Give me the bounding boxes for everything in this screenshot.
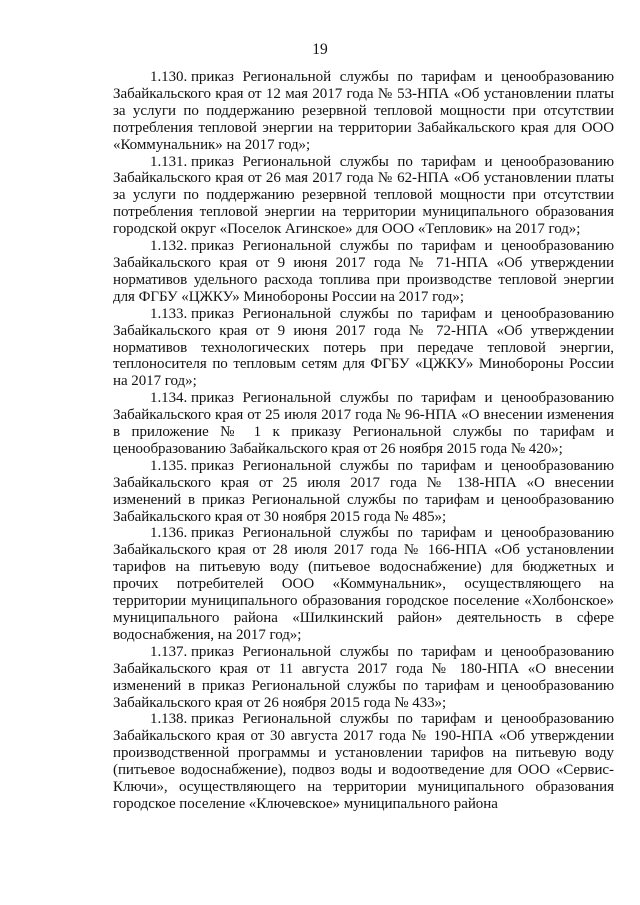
list-item <box>113 644 614 712</box>
item-text: приказ Региональной службы по тарифам и ценообразованию Забайкальского края от 26 мая 2017 года № 62-НПА «Об установлении платы за услуги по поддержанию резервной тепловой мощности при отсутствии потребления тепловой энергии на территории муниципального образования городской округ «Поселок Агинское» для ООО «Тепловик» на 2017 год»; <box>113 153 614 238</box>
item-number: 1.136. <box>150 525 188 542</box>
item-text: приказ Региональной службы по тарифам и ценообразованию Забайкальского края от 25 июля 2017 года № 138-НПА «О внесении изменений в приказ Региональной службы по тарифам и ценообразованию Забайкальского края от 30 ноября 2015 года № 485»; <box>113 457 614 525</box>
item-number: 1.132. <box>150 238 188 255</box>
list-item <box>113 390 614 458</box>
item-number: 1.131. <box>150 153 188 170</box>
page-number: 19 <box>312 41 328 58</box>
list-item <box>113 154 614 239</box>
item-text: приказ Региональной службы по тарифам и ценообразованию Забайкальского края от 9 июня 2017 года № 72-НПА «Об утверждении нормативов технологических потерь при передаче тепловой энергии, теплоносителя по тепловым сетям для ФГБУ «ЦЖКУ» Минобороны России на 2017 год»; <box>113 305 614 390</box>
item-text: приказ Региональной службы по тарифам и ценообразованию Забайкальского края от 9 июня 2017 года № 71-НПА «Об утверждении нормативов удельного расхода топлива при производстве тепловой энергии для ФГБУ «ЦЖКУ» Минобороны России на 2017 год»; <box>113 238 614 305</box>
list-item <box>113 69 614 154</box>
item-text: приказ Региональной службы по тарифам и ценообразованию Забайкальского края от 12 мая 2017 года № 53-НПА «Об установлении платы за услуги по поддержанию резервной тепловой мощности при отсутствии потребления тепловой энергии на территории Забайкальского края для ООО «Коммунальник» на 2017 год»; <box>113 69 614 153</box>
item-number: 1.130. <box>150 69 188 85</box>
item-number: 1.133. <box>150 305 188 322</box>
item-text: приказ Региональной службы по тарифам и ценообразованию Забайкальского края от 11 августа 2017 года № 180-НПА «О внесении изменений в приказ Региональной службы по тарифам и ценообразованию Забайкальского края от 26 ноября 2015 года № 433»; <box>113 643 614 711</box>
list-item <box>113 238 614 306</box>
item-number: 1.135. <box>150 457 188 474</box>
list-item <box>113 525 614 643</box>
item-text: приказ Региональной службы по тарифам и ценообразованию Забайкальского края от 25 июля 2017 года № 96-НПА «О внесении изменения в приложение № 1 к приказу Региональной службы по тарифам и ценообразованию Забайкальского края от 26 ноября 2015 года № 420»; <box>113 390 614 457</box>
item-text: приказ Региональной службы по тарифам и ценообразованию Забайкальского края от 28 июля 2017 года № 166-НПА «Об установлении тарифов на питьевую воду (питьевое водоснабжение) для бюджетных и прочих потребителей ООО «Коммунальник», осуществляющего на территории муниципального образования городское поселение «Холбонское» муниципального района «Шилкинский район» деятельность в сфере водоснабжения, на 2017 год»; <box>113 525 614 643</box>
item-text: приказ Региональной службы по тарифам и ценообразованию Забайкальского края от 30 августа 2017 года № 190-НПА «Об утверждении производственной программы и установлении тарифов на питьевую воду (питьевое водоснабжение), подвоз воды и водоотведение для ООО «Сервис-Ключи», осуществляющего на территории муниципального образования городское поселение «Ключевское» муниципального района <box>113 711 614 812</box>
item-number: 1.138. <box>150 711 188 728</box>
item-number: 1.134. <box>150 390 188 407</box>
document-body <box>113 69 614 813</box>
list-item <box>113 306 614 391</box>
list-item <box>113 458 614 526</box>
list-item <box>113 711 614 812</box>
item-number: 1.137. <box>150 643 188 660</box>
